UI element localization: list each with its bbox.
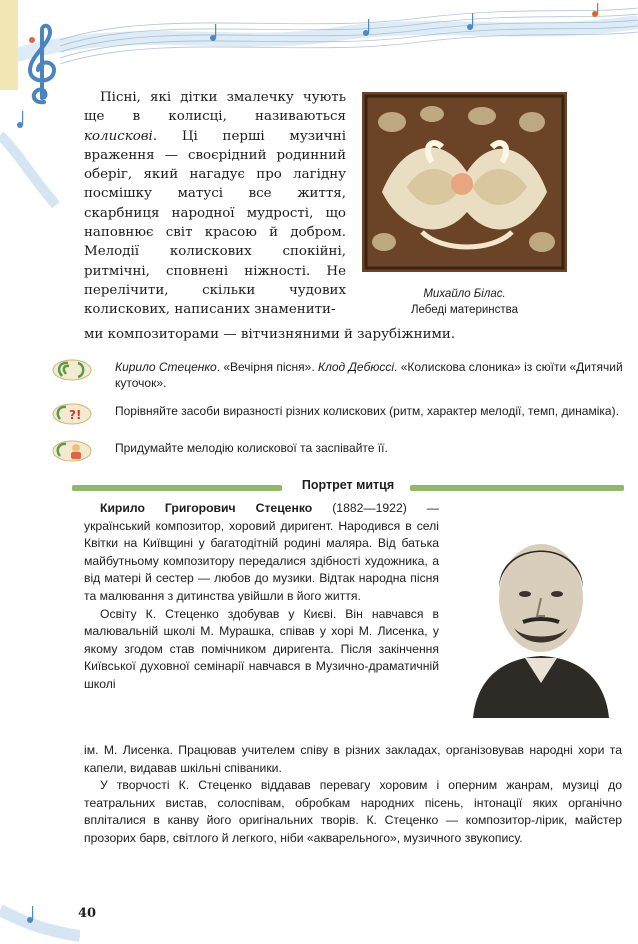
task-create: Придумайте мелодію колискової та заспівайте її. xyxy=(115,441,388,455)
intro-text-start: Пісні, які дітки змалечку чують ще в колисці, називаються xyxy=(84,90,346,125)
task-listen xyxy=(115,360,625,391)
listen-icon xyxy=(52,359,92,381)
task-listen-composer1: Кирило Стеценко xyxy=(115,360,217,374)
heading-bar-right xyxy=(410,485,624,491)
footer-decoration xyxy=(0,880,80,944)
painting-image xyxy=(362,92,567,272)
painting-caption-author: Михайло Білас. xyxy=(423,288,506,300)
intro-paragraph xyxy=(84,88,346,320)
painting-caption-title: Лебеді материнства xyxy=(410,304,519,316)
intro-term: колискові xyxy=(84,128,153,144)
section-heading xyxy=(72,478,624,498)
intro-text-rest: . Ці перші музичні враження — своєрідний родинний оберіг, який нагадує про лагідну посмішку матусі все життя, скарбниця народної мудрості, що наповнює світ красою й добром. Мелодії колискових спокійні, ритмічні, сповнені ніжності. Не перелічити, скільки чудових колискових, написаних знаменити- xyxy=(84,128,346,318)
treble-clef-icon xyxy=(24,22,60,106)
task-listen-work2: . «Колискова слоника» із сюїти «Дитячий куточок». xyxy=(115,360,623,390)
portrait-image xyxy=(463,508,619,718)
question-exclamation-icon xyxy=(52,403,92,425)
bio-full-width xyxy=(84,742,622,848)
heading-bar-left xyxy=(72,485,282,491)
bio-paragraph-1: (1882—1922) — український композитор, хоровий диригент. Народився в селі Квітки на Київщині у багатодітній родині маляра. Від батька майбутньому композитору передалися здібності художника, а від матері й сестер — любов до музики. Відтак народна пісня та малювання з дитинства увійшли в його життя. xyxy=(84,501,439,603)
task-listen-composer2: Клод Дебюссі xyxy=(318,360,395,374)
bio-column xyxy=(84,500,439,694)
header-side-notes xyxy=(0,95,60,215)
header-decoration xyxy=(0,0,638,90)
bio-paragraph-3: У творчості К. Стеценко віддавав перевагу хоровим і оперним жанрам, музиці до театральних вистав, солоспівам, обробкам народних пісень, інтонації яких органічно впліталися в канву його оригінальних творів. К. Стеценко — композитор-лірик, майстер прозорих барв, світлого й легкого, ніби «акварельного», музичного звукопису. xyxy=(84,778,622,845)
page-number: 40 xyxy=(78,906,97,921)
svg-text:?!: ?! xyxy=(69,408,82,422)
intro-last-line: ми композиторами — вітчизняними й зарубіжними. xyxy=(84,327,456,342)
bio-paragraph-2-column: Освіту К. Стеценко здобував у Києві. Він навчався в малювальній школі М. Мурашка, співав у хорі М. Лисенка, у якому згодом став помічником диригента. Після закінчення Київської духовної семінарії навчався в Музично-драматичній школі xyxy=(84,606,439,691)
bio-name: Кирило Григорович Стеценко xyxy=(100,501,313,515)
task-listen-work1: . «Вечірня пісня». xyxy=(216,360,318,374)
child-creative-icon xyxy=(52,440,92,462)
section-heading-text: Портрет митця xyxy=(301,478,395,492)
task-compare: Порівняйте засоби виразності різних колискових (ритм, характер мелодії, темп, динаміка). xyxy=(115,404,619,418)
bio-paragraph-2-continued: ім. М. Лисенка. Працював учителем співу в різних закладах, організовував народні хори та капели, видавав шкільні співаники. xyxy=(84,743,622,775)
